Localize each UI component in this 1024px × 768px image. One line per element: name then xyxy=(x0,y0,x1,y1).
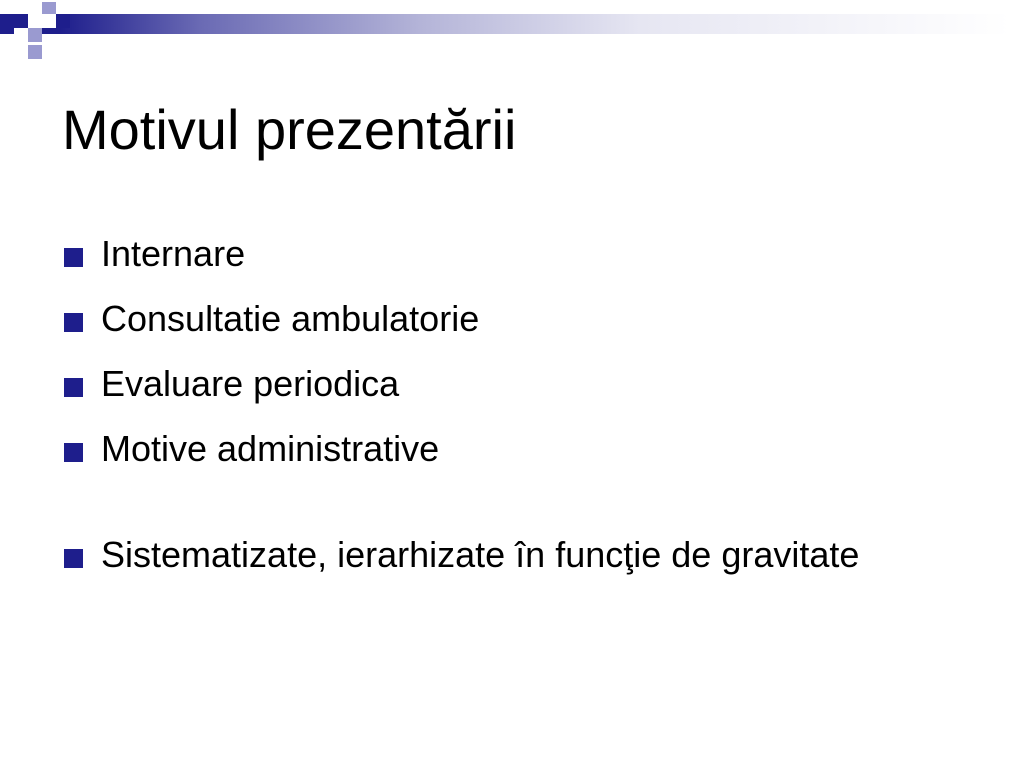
bullet-item xyxy=(62,232,962,275)
bullet-text: Evaluare periodica xyxy=(101,363,400,404)
decorative-square xyxy=(42,2,56,14)
square-bullet-icon xyxy=(64,549,83,568)
decorative-square xyxy=(28,14,42,28)
decorative-square xyxy=(14,14,28,28)
bullet-item xyxy=(62,297,962,340)
decorative-square xyxy=(28,45,42,59)
bullet-list xyxy=(62,232,962,598)
decorative-square xyxy=(56,0,70,14)
square-bullet-icon xyxy=(64,248,83,267)
bullet-text: Motive administrative xyxy=(101,428,440,469)
bullet-text: Internare xyxy=(101,233,246,274)
bullet-text: Sistematizate, ierarhizate în funcţie de gravitate xyxy=(101,534,860,575)
square-bullet-icon xyxy=(64,443,83,462)
bullet-item xyxy=(62,533,962,576)
bullet-item xyxy=(62,362,962,405)
slide-title: Motivul prezentării xyxy=(62,98,517,161)
bullet-text: Consultatie ambulatorie xyxy=(101,298,480,339)
square-bullet-icon xyxy=(64,313,83,332)
decorative-square xyxy=(28,28,42,42)
bullet-item xyxy=(62,427,962,470)
decorative-square xyxy=(0,0,14,14)
square-bullet-icon xyxy=(64,378,83,397)
decorative-square xyxy=(56,14,70,28)
header-gradient-band xyxy=(0,14,1024,34)
decorative-square xyxy=(14,28,28,42)
decorative-square xyxy=(42,14,56,28)
